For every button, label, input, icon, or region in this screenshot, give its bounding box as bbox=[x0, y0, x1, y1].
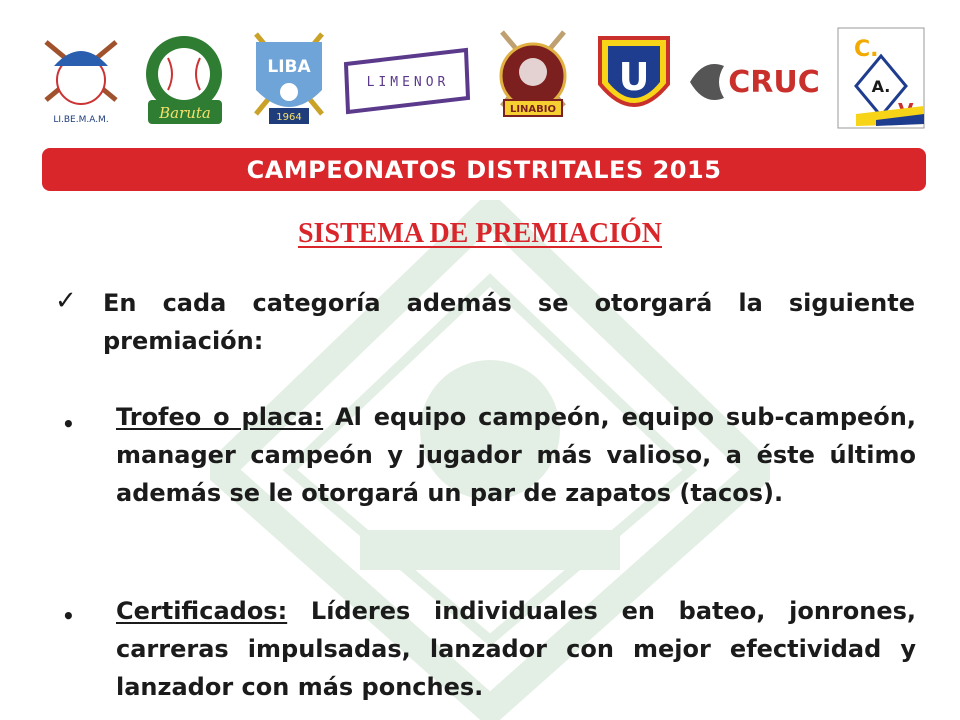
linabio-text: LINABIO bbox=[509, 104, 557, 115]
cruc-text: CRUC bbox=[728, 65, 820, 100]
svg-text:A.: A. bbox=[871, 77, 891, 96]
libemam-text: LI.BE.M.A.M. bbox=[53, 115, 109, 125]
baruta-text: Baruta bbox=[159, 104, 211, 122]
liba-text: LIBA bbox=[267, 57, 311, 77]
list-item bbox=[116, 592, 916, 706]
item-text: Al equipo campeón, equipo sub-campeón, manager campeón y jugador más valioso, a éste último además se le otorgará un par de zapatos (tacos). bbox=[116, 403, 916, 507]
limenor-text: LIMENOR bbox=[366, 75, 450, 90]
checkmark-icon: ✓ bbox=[55, 286, 77, 316]
liba-year: 1964 bbox=[276, 112, 302, 123]
u-shield-text: U bbox=[618, 55, 650, 99]
bullet-icon: • bbox=[62, 412, 75, 436]
banner-title: CAMPEONATOS DISTRITALES 2015 bbox=[246, 156, 722, 184]
item-label: Certificados: bbox=[116, 597, 288, 625]
intro-text: En cada categoría además se otorgará la siguiente premiación: bbox=[103, 289, 915, 355]
bullet-icon: • bbox=[62, 604, 75, 628]
list-item bbox=[116, 398, 916, 512]
item-text: Líderes individuales en bateo, jonrones, carreras impulsadas, lanzador con mejor efectividad y lanzador con más ponches. bbox=[116, 597, 916, 701]
svg-text:C.: C. bbox=[854, 37, 879, 62]
item-label: Trofeo o placa: bbox=[116, 403, 324, 431]
section-subtitle: SISTEMA DE PREMIACIÓN bbox=[297, 218, 663, 249]
